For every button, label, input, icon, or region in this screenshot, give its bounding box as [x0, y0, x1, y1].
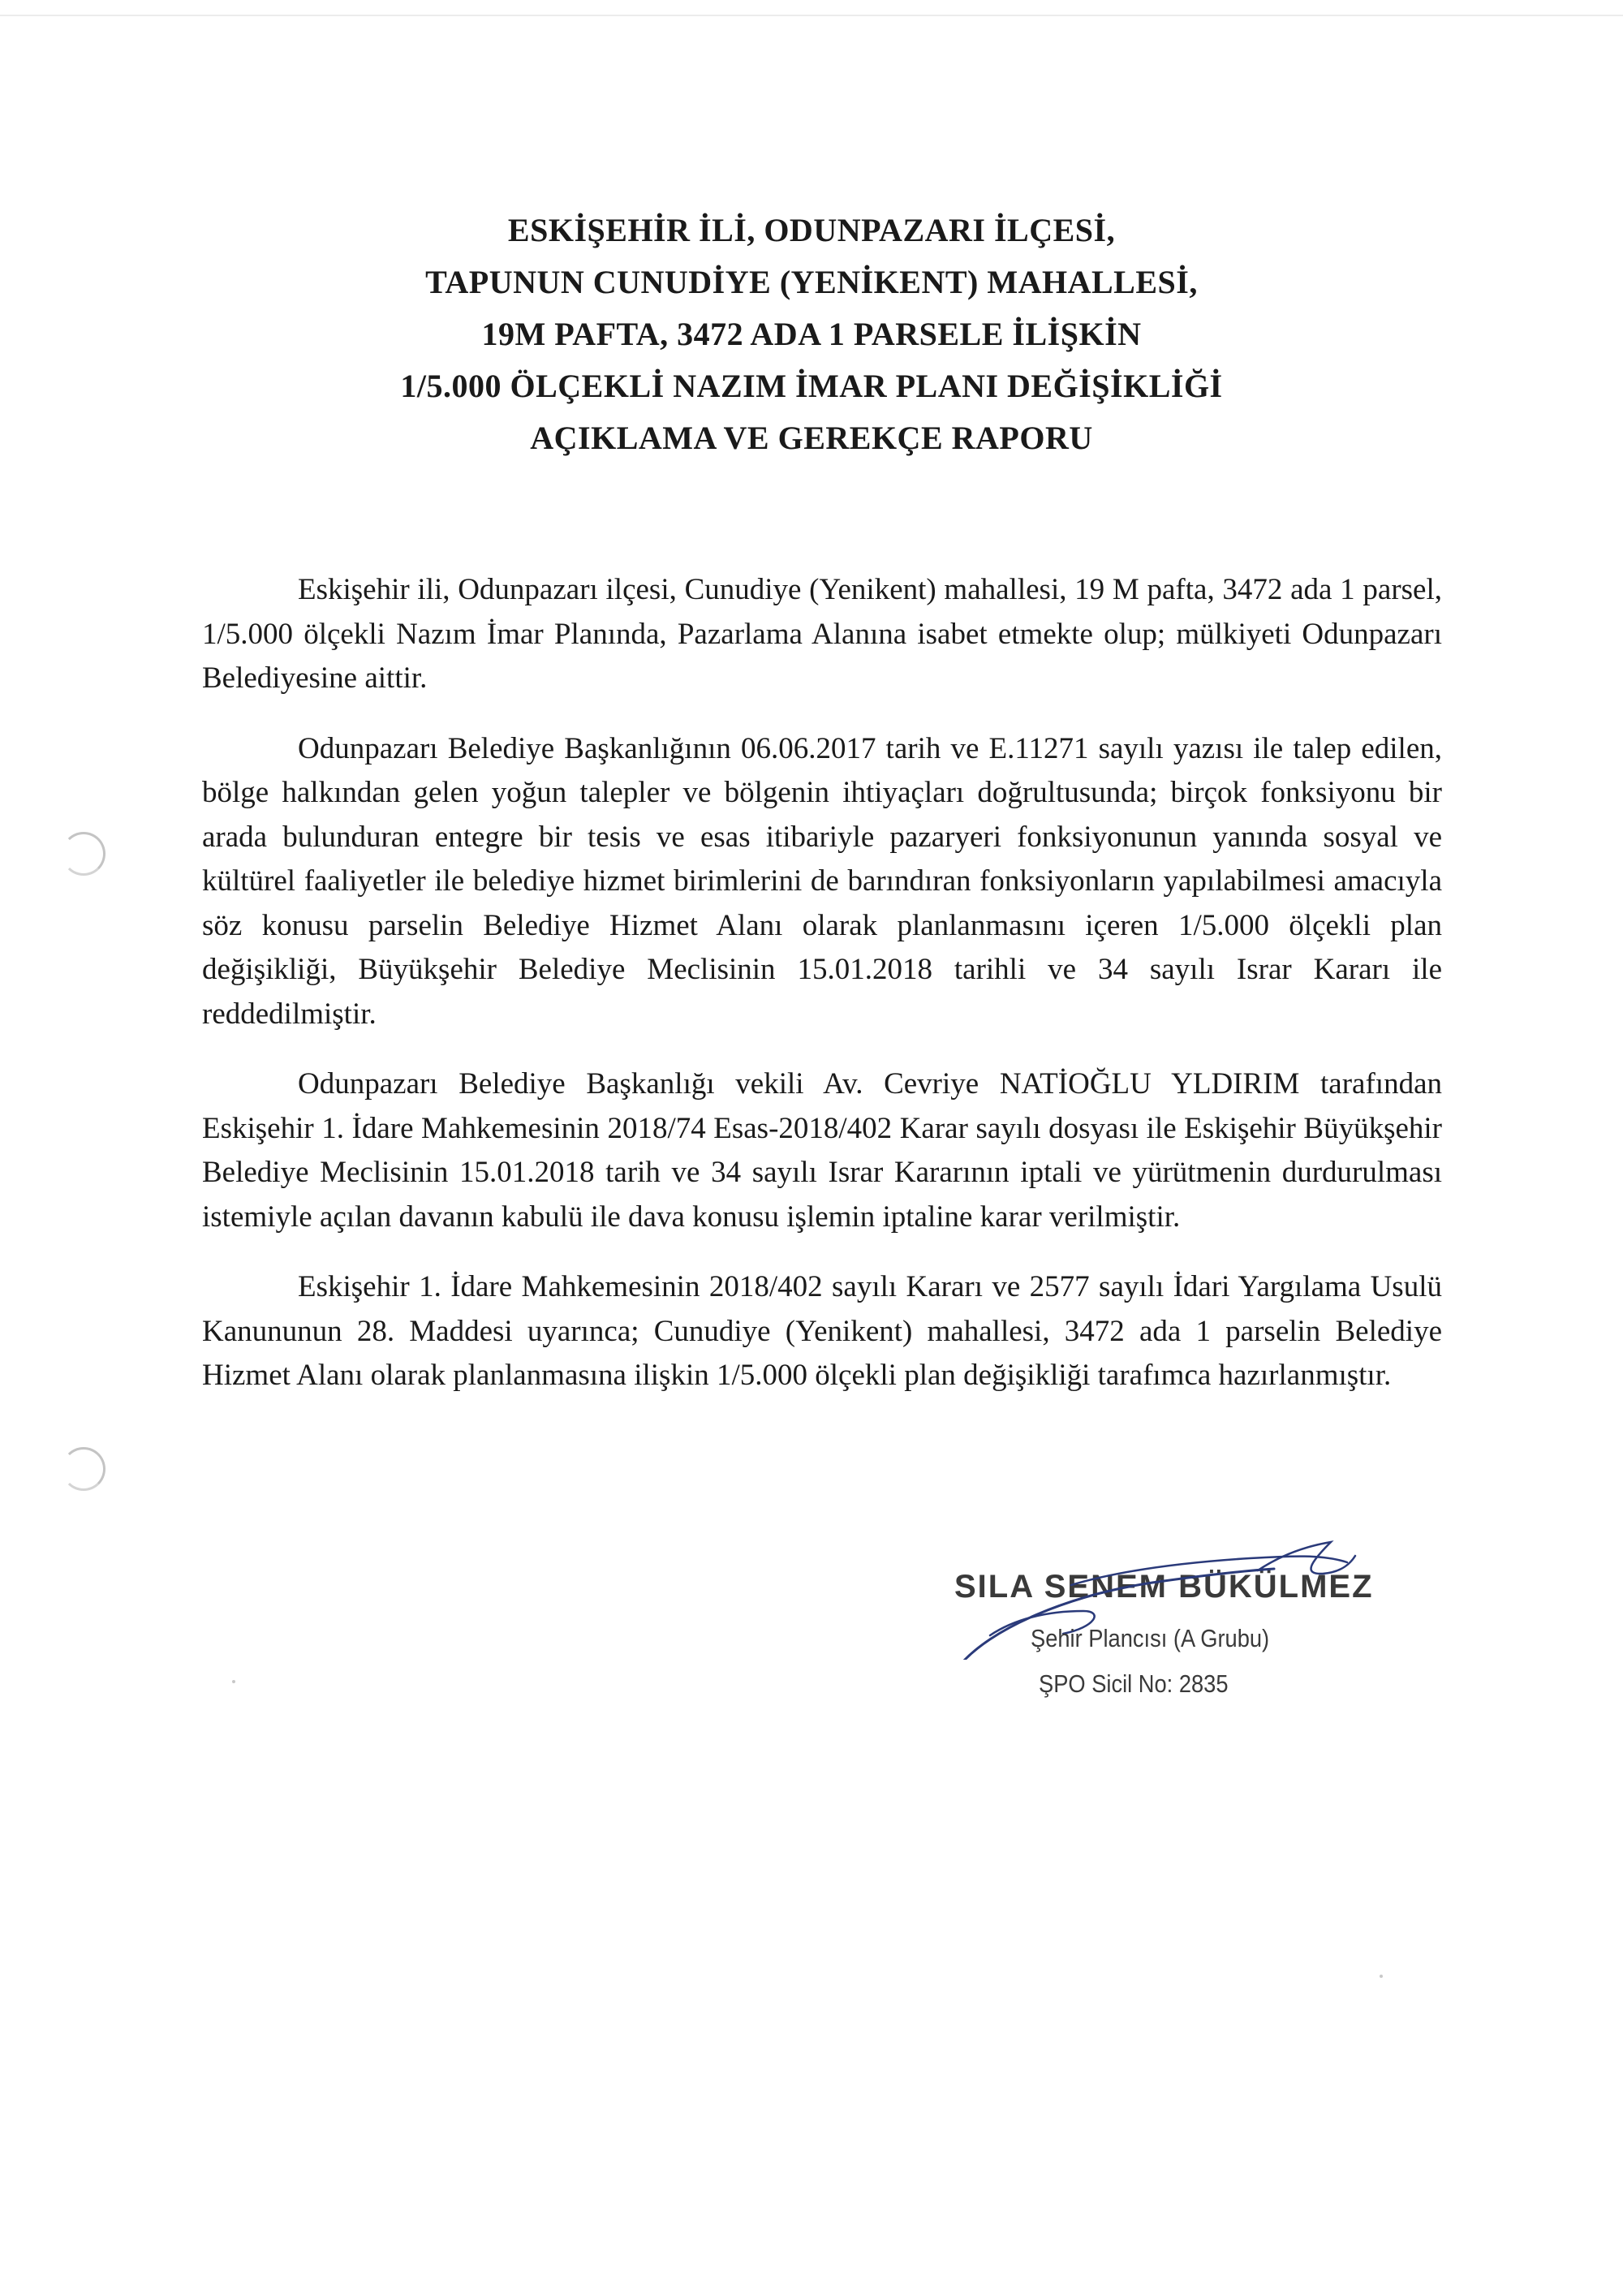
paragraph-2: Odunpazarı Belediye Başkanlığının 06.06.2017 tarih ve E.11271 sayılı yazısı ile talep edilen, bölge halkından gelen yoğun talepler ve bölgenin ihtiyaçları doğrultusunda; birçok fonksiyonu bir arada bulunduran entegre bir tesis ve esas itibariyle pazaryeri fonksiyonunun yanında sosyal ve kültürel faaliyetler ile belediye hizmet birimlerini de barındıran fonksiyonların yapılabilmesi amacıyla söz konusu parselin Belediye Hizmet Alanı olarak planlanmasını içeren 1/5.000 ölçekli plan değişikliği, Büyükşehir Belediye Meclisinin 15.01.2018 tarihli ve 34 sayılı Israr Kararı ile reddedilmiştir. — [202, 731, 1442, 1031]
title-line-5: AÇIKLAMA VE GEREKÇE RAPORU — [530, 420, 1093, 456]
document-title — [243, 205, 1380, 464]
title-line-3: 19M PAFTA, 3472 ADA 1 PARSELE İLİŞKİN — [481, 316, 1142, 352]
scan-edge — [0, 15, 1623, 16]
report-body — [202, 568, 1442, 1424]
scan-speck — [232, 1680, 235, 1683]
stamp-name: SILA SENEM BÜKÜLMEZ — [954, 1569, 1374, 1605]
title-line-2: TAPUNUN CUNUDİYE (YENİKENT) MAHALLESİ, — [425, 264, 1198, 300]
title-line-1: ESKİŞEHİR İLİ, ODUNPAZARI İLÇESİ, — [507, 212, 1116, 248]
stamp-registry-number: ŞPO Sicil No: 2835 — [1039, 1669, 1229, 1698]
paragraph-4: Eskişehir 1. İdare Mahkemesinin 2018/402 sayılı Kararı ve 2577 sayılı İdari Yargılama Usulü Kanununun 28. Maddesi uyarınca; Cunudiye (Yenikent) mahallesi, 3472 ada 1 parselin Belediye Hizmet Alanı olarak planlanmasına ilişkin 1/5.000 ölçekli plan değişikliği tarafımca hazırlanmıştır. — [202, 1270, 1442, 1392]
stamp-title: Şehir Plancısı (A Grubu) — [1031, 1624, 1270, 1652]
paragraph-1: Eskişehir ili, Odunpazarı ilçesi, Cunudiye (Yenikent) mahallesi, 19 M pafta, 3472 ada 1 parsel, 1/5.000 ölçekli Nazım İmar Planında, Pazarlama Alanına isabet etmekte olup; mülkiyeti Odunpazarı Belediyesine aittir. — [202, 573, 1442, 695]
signature-stamp — [941, 1538, 1396, 1725]
punch-hole-icon — [62, 1447, 105, 1491]
punch-hole-icon — [62, 832, 105, 876]
paragraph-3: Odunpazarı Belediye Başkanlığı vekili Av. Cevriye NATİOĞLU YLDIRIM tarafından Eskişehir 1. İdare Mahkemesinin 2018/74 Esas-2018/402 Karar sayılı dosyası ile Eskişehir Büyükşehir Belediye Meclisinin 15.01.2018 tarih ve 34 sayılı Israr Kararının iptali ve yürütmenin durdurulması istemiyle açılan davanın kabulü ile dava konusu işlemin iptaline karar verilmiştir. — [202, 1067, 1442, 1234]
title-line-4: 1/5.000 ÖLÇEKLİ NAZIM İMAR PLANI DEĞİŞİKLİĞİ — [400, 368, 1223, 404]
scan-speck — [1380, 1975, 1383, 1978]
